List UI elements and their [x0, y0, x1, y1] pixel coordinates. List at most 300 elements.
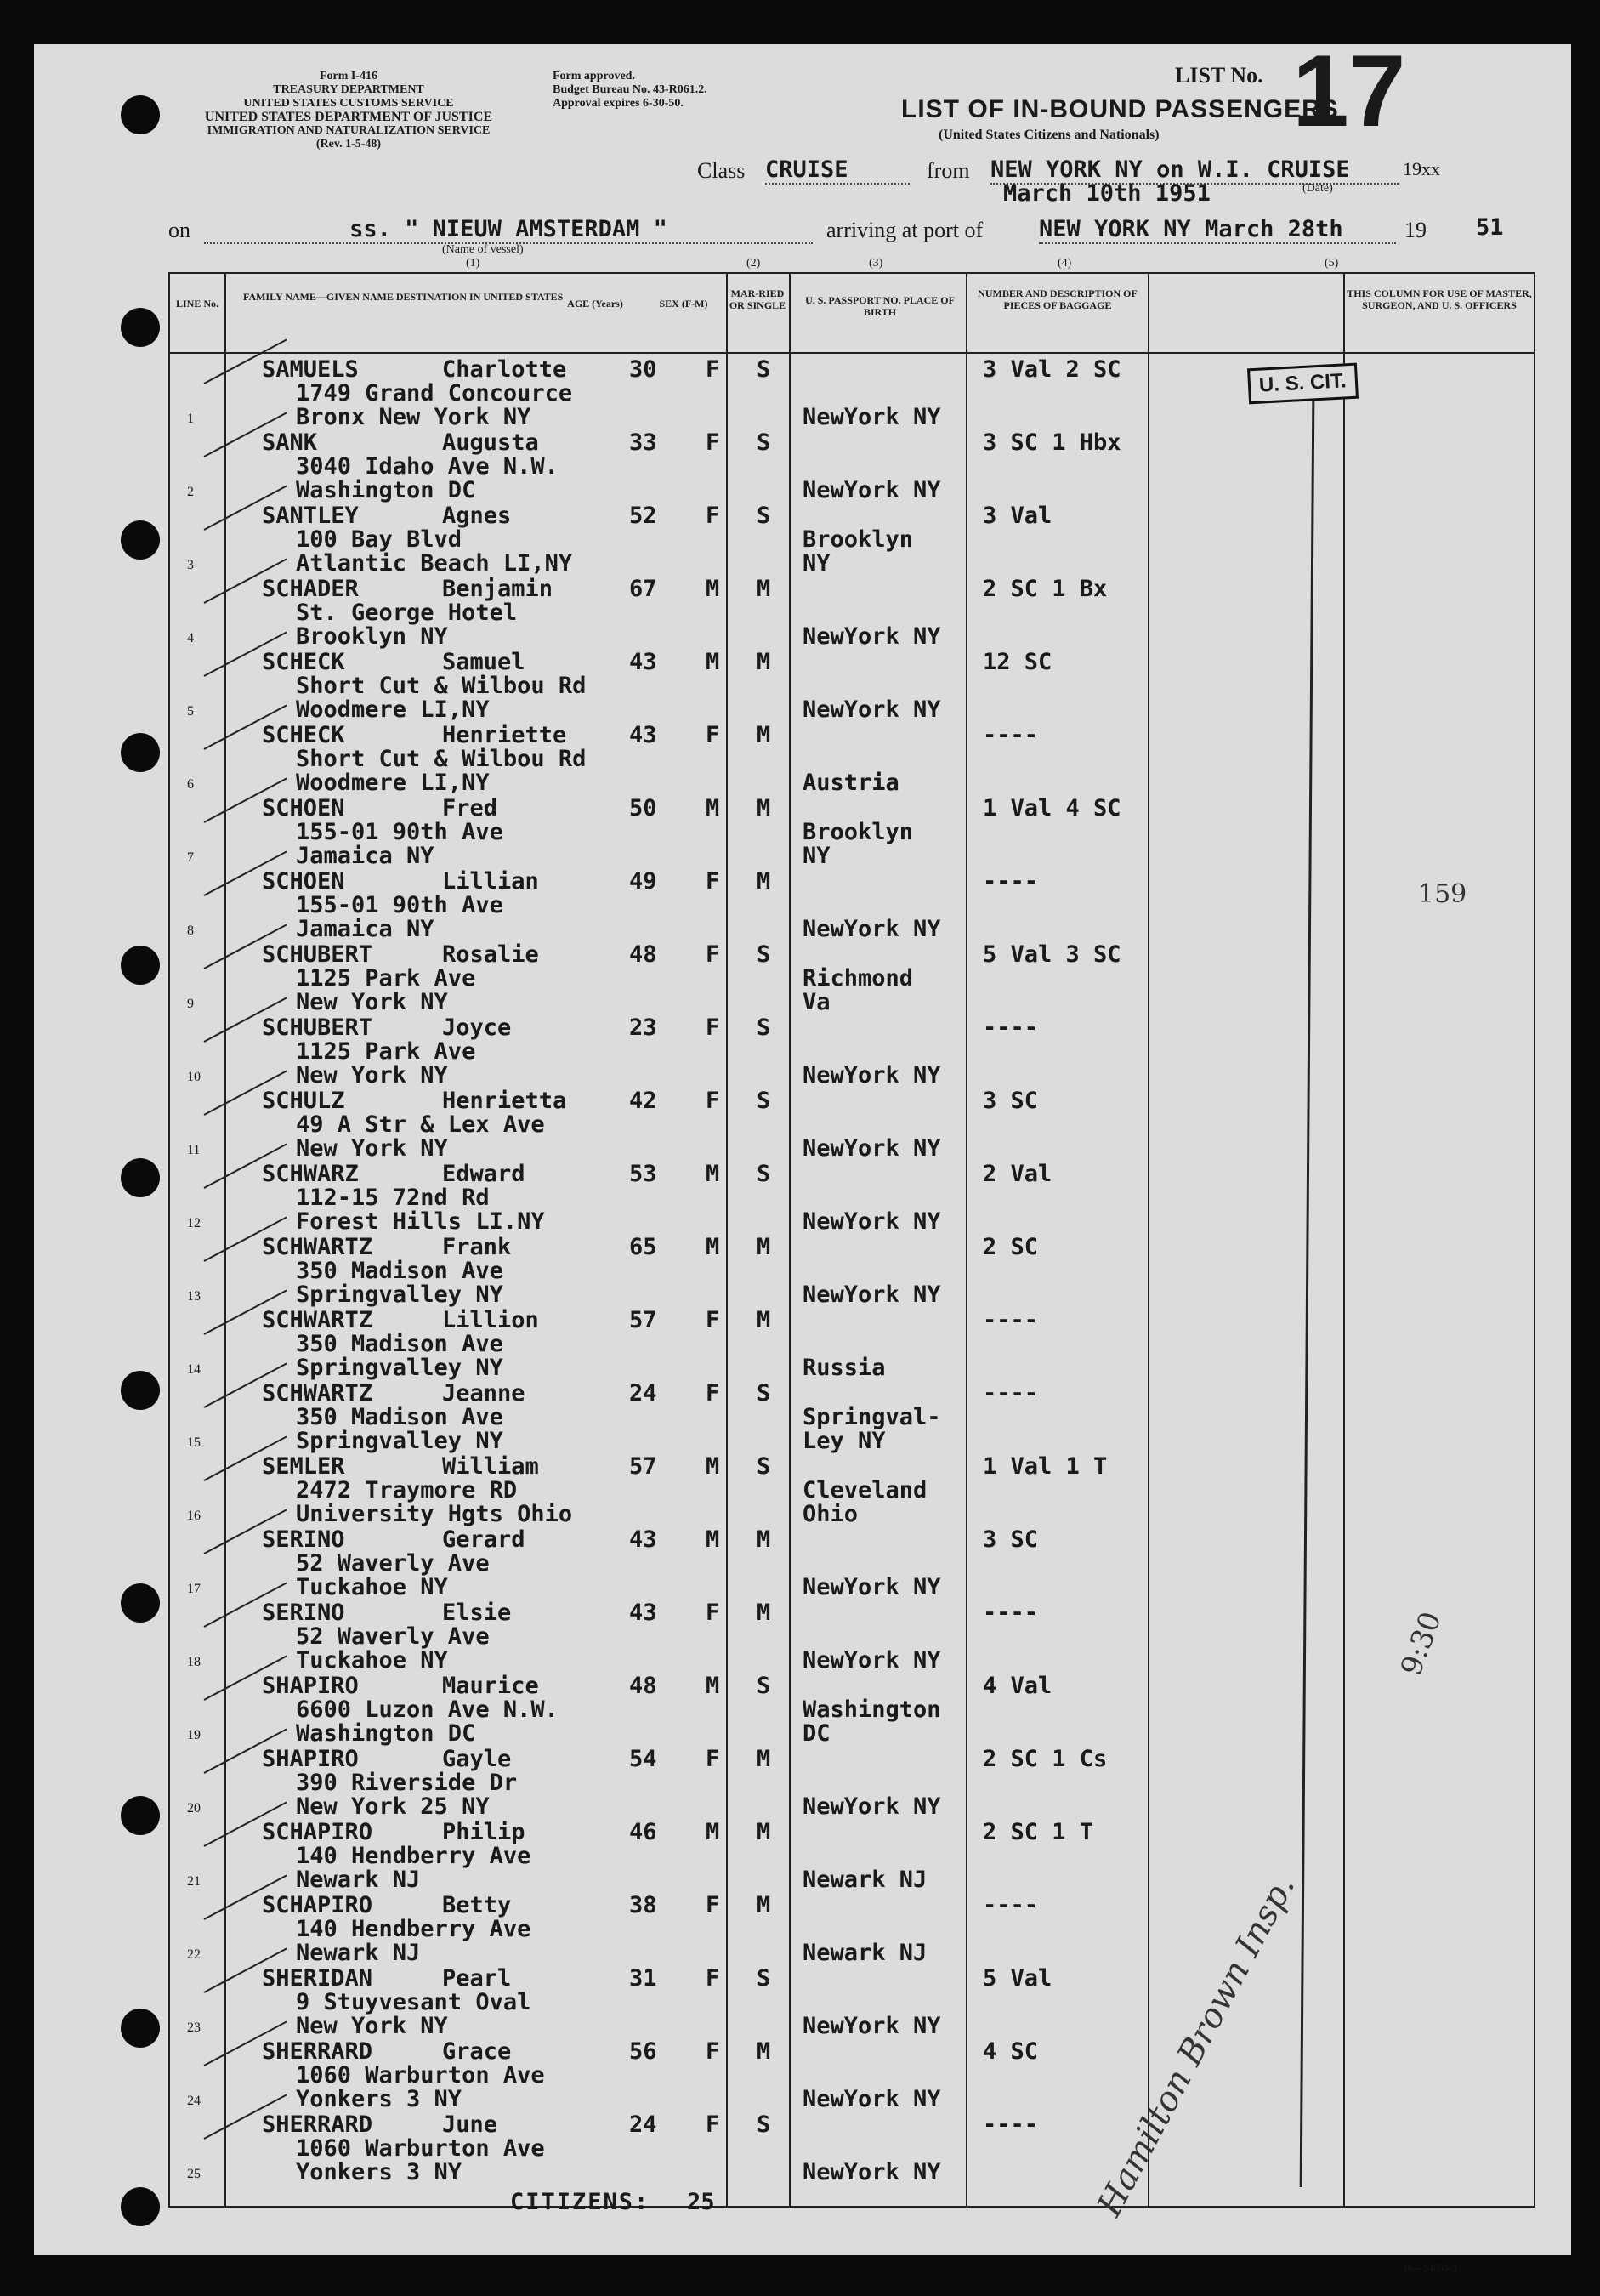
marital-status: M — [757, 1307, 771, 1333]
approval-line-3: Approval expires 6-30-50. — [553, 97, 684, 110]
punch-hole — [121, 308, 160, 347]
baggage: 2 Val — [983, 1161, 1052, 1187]
punch-hole — [121, 2009, 160, 2048]
marital-status: S — [757, 941, 771, 968]
treasury-department: TREASURY DEPARTMENT — [273, 83, 424, 96]
family-name: SHERRARD — [262, 2038, 373, 2065]
family-name: SHAPIRO — [262, 1673, 359, 1699]
table-row — [170, 1965, 1534, 2041]
birthplace-line-2: NewYork NY — [803, 1062, 941, 1088]
line-number: 19 — [187, 1728, 201, 1742]
sex: M — [706, 1673, 720, 1699]
address-line-1: 1060 Warburton Ave — [296, 2135, 545, 2162]
table-row — [170, 1014, 1534, 1090]
table-row — [170, 2038, 1534, 2114]
family-name: SANTLEY — [262, 503, 359, 529]
line-number: 5 — [187, 704, 194, 719]
age: 54 — [629, 1746, 657, 1772]
sex: M — [706, 649, 720, 675]
marital-status: M — [757, 1234, 771, 1260]
address-line-2: Woodmere LI,NY — [296, 770, 490, 796]
birthplace-line-2: Ley NY — [803, 1428, 886, 1454]
sex: F — [706, 1892, 720, 1918]
marital-status: S — [757, 1161, 771, 1187]
given-name: Rosalie — [442, 941, 539, 968]
address-line-1: 1060 Warburton Ave — [296, 2062, 545, 2089]
family-name: SCHOEN — [262, 868, 345, 895]
vessel-name: ss. " NIEUW AMSTERDAM " — [204, 216, 813, 244]
given-name: Agnes — [442, 503, 512, 529]
marital-status: M — [757, 868, 771, 895]
marital-status: M — [757, 795, 771, 821]
family-name: SCHUBERT — [262, 1014, 373, 1041]
baggage: 12 SC — [983, 649, 1052, 675]
baggage: ---- — [983, 2111, 1039, 2138]
age: 42 — [629, 1088, 657, 1114]
birthplace-line-1: Cleveland — [803, 1477, 928, 1503]
age: 43 — [629, 1526, 657, 1553]
table-row — [170, 1307, 1534, 1383]
line-number: 18 — [187, 1655, 201, 1669]
family-name: SCHWARTZ — [262, 1234, 373, 1260]
family-name: SCHWARTZ — [262, 1307, 373, 1333]
column-number-3: (3) — [869, 257, 883, 270]
from-year-suffix: 19xx — [1403, 158, 1440, 179]
line-number: 24 — [187, 2094, 201, 2108]
marital-status: M — [757, 1746, 771, 1772]
punch-hole — [121, 95, 160, 134]
age: 56 — [629, 2038, 657, 2065]
birthplace-line-2: Ohio — [803, 1501, 859, 1527]
age: 48 — [629, 941, 657, 968]
table-row — [170, 868, 1534, 944]
from-label: from — [927, 158, 970, 183]
table-row — [170, 1453, 1534, 1529]
year-prefix: 19 — [1404, 218, 1427, 242]
line-number: 10 — [187, 1070, 201, 1084]
punch-hole — [121, 1796, 160, 1835]
age: 43 — [629, 649, 657, 675]
birthplace-line-2: NewYork NY — [803, 1282, 941, 1308]
baggage: 2 SC 1 Bx — [983, 576, 1108, 602]
marital-status: M — [757, 1526, 771, 1553]
table-row — [170, 2111, 1534, 2187]
baggage: 2 SC — [983, 1234, 1039, 1260]
sex: F — [706, 356, 720, 383]
family-name: SEMLER — [262, 1453, 345, 1480]
address-line-1: 140 Hendberry Ave — [296, 1843, 531, 1869]
table-row — [170, 1892, 1534, 1968]
column-header-sex: SEX (F-M) — [659, 298, 708, 310]
sex: F — [706, 1307, 720, 1333]
age: 50 — [629, 795, 657, 821]
address-line-1: 3040 Idaho Ave N.W. — [296, 453, 559, 480]
marital-status: M — [757, 1600, 771, 1626]
marital-status: M — [757, 1892, 771, 1918]
given-name: Henriette — [442, 722, 567, 748]
given-name: Gayle — [442, 1746, 512, 1772]
baggage: 1 Val 4 SC — [983, 795, 1121, 821]
punch-hole — [121, 1158, 160, 1197]
column-number-1: (1) — [466, 257, 480, 270]
address-line-2: New York NY — [296, 1135, 448, 1162]
column-header-age: AGE (Years) — [567, 298, 623, 310]
line-number: 20 — [187, 1801, 201, 1816]
given-name: Augusta — [442, 429, 539, 456]
punch-hole — [121, 2187, 160, 2226]
age: 48 — [629, 1673, 657, 1699]
baggage: ---- — [983, 1892, 1039, 1918]
agency-block — [162, 70, 536, 151]
age: 53 — [629, 1161, 657, 1187]
birthplace-line-2: Newark NJ — [803, 1940, 928, 1966]
family-name: SANK — [262, 429, 318, 456]
column-header-baggage: NUMBER AND DESCRIPTION OF PIECES OF BAGGAGE — [978, 287, 1138, 311]
given-name: Elsie — [442, 1600, 512, 1626]
given-name: Jeanne — [442, 1380, 525, 1407]
marital-status: S — [757, 429, 771, 456]
address-line-1: Short Cut & Wilbou Rd — [296, 746, 587, 772]
marital-status: S — [757, 1088, 771, 1114]
family-name: SCHWARZ — [262, 1161, 359, 1187]
birthplace-line-1: Brooklyn — [803, 526, 914, 553]
given-name: Charlotte — [442, 356, 567, 383]
address-line-2: New York 25 NY — [296, 1793, 490, 1820]
address-line-2: Tuckahoe NY — [296, 1574, 448, 1600]
address-line-2: Woodmere LI,NY — [296, 696, 490, 723]
given-name: Grace — [442, 2038, 512, 2065]
marital-status: M — [757, 722, 771, 748]
address-line-2: Springvalley NY — [296, 1355, 503, 1381]
age: 43 — [629, 1600, 657, 1626]
age: 65 — [629, 1234, 657, 1260]
age: 24 — [629, 2111, 657, 2138]
baggage: 2 SC 1 Cs — [983, 1746, 1108, 1772]
birthplace-line-2: NY — [803, 550, 831, 577]
sex: F — [706, 2038, 720, 2065]
age: 23 — [629, 1014, 657, 1041]
age: 43 — [629, 722, 657, 748]
address-line-2: New York NY — [296, 989, 448, 1015]
given-name: Benjamin — [442, 576, 553, 602]
baggage: ---- — [983, 1600, 1039, 1626]
given-name: Pearl — [442, 1965, 512, 1992]
family-name: SCHADER — [262, 576, 359, 602]
baggage: ---- — [983, 1014, 1039, 1041]
table-row — [170, 941, 1534, 1017]
given-name: Fred — [442, 795, 498, 821]
sex: M — [706, 795, 720, 821]
table-row — [170, 1675, 1534, 1748]
inspection-time: 9:30 — [1394, 1607, 1449, 1680]
address-line-2: Jamaica NY — [296, 843, 434, 869]
sex: F — [706, 868, 720, 895]
table-row — [170, 651, 1534, 725]
marital-status: S — [757, 1014, 771, 1041]
family-name: SHERIDAN — [262, 1965, 373, 1992]
family-name: SCHECK — [262, 722, 345, 748]
line-number: 15 — [187, 1435, 201, 1450]
age: 24 — [629, 1380, 657, 1407]
family-name: SHERRARD — [262, 2111, 373, 2138]
document-title: LIST OF IN-BOUND PASSENGERS — [901, 95, 1339, 123]
address-line-2: University Hgts Ohio — [296, 1501, 573, 1527]
from-value: NEW YORK NY on W.I. CRUISE — [990, 156, 1399, 185]
form-number: Form I-416 — [319, 70, 378, 82]
baggage: 3 Val 2 SC — [983, 356, 1121, 383]
family-name: SCHUBERT — [262, 941, 373, 968]
address-line-1: 390 Riverside Dr — [296, 1770, 518, 1796]
table-row — [170, 1821, 1534, 1895]
departure-date: March 10th 1951 — [1003, 180, 1211, 207]
address-line-1: 350 Madison Ave — [296, 1331, 503, 1357]
family-name: SAMUELS — [262, 356, 359, 383]
birthplace-line-2: Newark NJ — [803, 1867, 928, 1893]
line-number: 17 — [187, 1582, 201, 1596]
line-number: 23 — [187, 2020, 201, 2035]
sex: M — [706, 1526, 720, 1553]
address-line-1: 2472 Traymore RD — [296, 1477, 518, 1503]
date-caption: (Date) — [1302, 182, 1333, 195]
revision: (Rev. 1-5-48) — [315, 138, 382, 151]
arrival-port-date: NEW YORK NY March 28th — [1039, 216, 1396, 244]
citizens-total-label: CITIZENS: — [510, 2189, 650, 2215]
sex: M — [706, 576, 720, 602]
baggage: 3 SC 1 Hbx — [983, 429, 1121, 456]
sex: M — [706, 1234, 720, 1260]
address-line-1: St. George Hotel — [296, 600, 518, 626]
family-name: SCHECK — [262, 649, 345, 675]
birthplace-line-2: DC — [803, 1720, 831, 1747]
birthplace-line-1: Springval- — [803, 1404, 941, 1430]
line-number: 8 — [187, 924, 194, 938]
table-row — [170, 578, 1534, 651]
given-name: Gerard — [442, 1526, 525, 1553]
baggage: 3 SC — [983, 1526, 1039, 1553]
table-row — [170, 722, 1534, 798]
birthplace-line-2: NewYork NY — [803, 1135, 941, 1162]
sex: F — [706, 1746, 720, 1772]
sex: F — [706, 1088, 720, 1114]
line-number: 13 — [187, 1289, 201, 1304]
address-line-2: Bronx New York NY — [296, 404, 531, 430]
baggage: ---- — [983, 868, 1039, 895]
age: 30 — [629, 356, 657, 383]
address-line-2: Brooklyn NY — [296, 623, 448, 650]
immigration-service: IMMIGRATION AND NATURALIZATION SERVICE — [207, 124, 491, 137]
arrival-year: 51 — [1476, 214, 1504, 241]
birthplace-line-2: NewYork NY — [803, 1793, 941, 1820]
address-line-2: Yonkers 3 NY — [296, 2159, 462, 2185]
address-line-1: 52 Waverly Ave — [296, 1623, 490, 1650]
birthplace-line-2: NewYork NY — [803, 916, 941, 942]
birthplace-line-2: NewYork NY — [803, 1647, 941, 1674]
line-number: 11 — [187, 1143, 201, 1157]
line-number: 9 — [187, 997, 194, 1011]
address-line-1: 1125 Park Ave — [296, 1038, 476, 1065]
marital-status: S — [757, 1965, 771, 1992]
us-citizen-stamp: U. S. CIT. — [1247, 363, 1359, 405]
address-line-2: Newark NJ — [296, 1940, 421, 1966]
citizens-total-count: 25 — [687, 2189, 715, 2215]
address-line-2: Springvalley NY — [296, 1282, 503, 1308]
punch-hole — [121, 520, 160, 560]
sex: F — [706, 722, 720, 748]
table-row — [170, 1602, 1534, 1675]
punch-hole — [121, 1371, 160, 1410]
baggage: ---- — [983, 722, 1039, 748]
arriving-label: arriving at port of — [826, 218, 984, 242]
sex: M — [706, 1453, 720, 1480]
sex: F — [706, 941, 720, 968]
sex: M — [706, 1819, 720, 1845]
column-number-5: (5) — [1325, 257, 1339, 270]
address-line-2: Forest Hills LI.NY — [296, 1208, 545, 1235]
class-label: Class — [697, 158, 746, 183]
line-number: 14 — [187, 1362, 201, 1377]
address-line-1: 350 Madison Ave — [296, 1404, 503, 1430]
family-name: SERINO — [262, 1526, 345, 1553]
marital-status: M — [757, 649, 771, 675]
address-line-1: 49 A Str & Lex Ave — [296, 1111, 545, 1138]
on-label: on — [168, 218, 190, 242]
table-row — [170, 1090, 1534, 1163]
marital-status: M — [757, 576, 771, 602]
pencil-number: 159 — [1418, 879, 1467, 909]
line-number: 12 — [187, 1216, 201, 1230]
baggage: 5 Val — [983, 1965, 1052, 1992]
table-row — [170, 505, 1534, 578]
birthplace-line-2: NewYork NY — [803, 696, 941, 723]
table-row — [170, 1380, 1534, 1456]
column-number-4: (4) — [1058, 257, 1072, 270]
marital-status: M — [757, 1819, 771, 1845]
vessel-caption: (Name of vessel) — [442, 243, 524, 256]
family-name: SHAPIRO — [262, 1746, 359, 1772]
class-value: CRUISE — [765, 156, 910, 185]
sex: M — [706, 1161, 720, 1187]
baggage: 3 Val — [983, 503, 1052, 529]
address-line-2: Springvalley NY — [296, 1428, 503, 1454]
approval-line-1: Form approved. — [553, 70, 635, 82]
sex: F — [706, 1965, 720, 1992]
table-row — [170, 1236, 1534, 1310]
line-number: 1 — [187, 412, 194, 426]
column-header-name: FAMILY NAME—GIVEN NAME DESTINATION IN UNITED STATES — [243, 291, 564, 303]
line-number: 7 — [187, 850, 194, 865]
address-line-1: 140 Hendberry Ave — [296, 1916, 531, 1942]
birthplace-line-2: Russia — [803, 1355, 886, 1381]
given-name: Henrietta — [442, 1088, 567, 1114]
birthplace-line-2: NewYork NY — [803, 1574, 941, 1600]
age: 33 — [629, 429, 657, 456]
family-name: SCHAPIRO — [262, 1819, 373, 1845]
table-row — [170, 1163, 1534, 1236]
sex: F — [706, 429, 720, 456]
birthplace-line-2: Va — [803, 989, 831, 1015]
inspector-signature: Hamilton Brown Insp. — [1090, 1868, 1303, 2223]
address-line-1: 6600 Luzon Ave N.W. — [296, 1696, 559, 1723]
marital-status: S — [757, 1380, 771, 1407]
line-number: 6 — [187, 777, 194, 792]
given-name: William — [442, 1453, 539, 1480]
address-line-2: Washington DC — [296, 477, 476, 503]
line-number: 22 — [187, 1947, 201, 1962]
approval-line-2: Budget Bureau No. 43-R061.2. — [553, 83, 707, 96]
table-row — [170, 429, 1534, 505]
punch-hole — [121, 946, 160, 985]
age: 57 — [629, 1307, 657, 1333]
baggage: ---- — [983, 1307, 1039, 1333]
address-line-1: 52 Waverly Ave — [296, 1550, 490, 1577]
table-row — [170, 1526, 1534, 1602]
approval-block — [553, 70, 707, 111]
birthplace-line-1: Brooklyn — [803, 819, 914, 845]
birthplace-line-2: Austria — [803, 770, 899, 796]
address-line-2: Atlantic Beach LI,NY — [296, 550, 573, 577]
line-number: 3 — [187, 558, 194, 572]
marital-status: S — [757, 503, 771, 529]
address-line-1: 350 Madison Ave — [296, 1258, 503, 1284]
birthplace-line-2: NewYork NY — [803, 2086, 941, 2112]
line-number: 21 — [187, 1874, 201, 1889]
address-line-2: New York NY — [296, 2013, 448, 2039]
family-name: SERINO — [262, 1600, 345, 1626]
age: 38 — [629, 1892, 657, 1918]
given-name: Philip — [442, 1819, 525, 1845]
given-name: Maurice — [442, 1673, 539, 1699]
address-line-1: Short Cut & Wilbou Rd — [296, 673, 587, 699]
age: 57 — [629, 1453, 657, 1480]
given-name: Betty — [442, 1892, 512, 1918]
age: 31 — [629, 1965, 657, 1992]
family-name: SCHAPIRO — [262, 1892, 373, 1918]
address-line-1: 1749 Grand Concource — [296, 380, 573, 406]
punch-hole — [121, 733, 160, 772]
address-line-2: Tuckahoe NY — [296, 1647, 448, 1674]
list-number-label: LIST No. — [1175, 63, 1263, 88]
marital-status: M — [757, 2038, 771, 2065]
birthplace-line-2: NY — [803, 843, 831, 869]
baggage: 5 Val 3 SC — [983, 941, 1121, 968]
address-line-2: Newark NJ — [296, 1867, 421, 1893]
list-number: 17 — [1292, 34, 1406, 148]
birthplace-line-1: Washington — [803, 1696, 941, 1723]
baggage: 4 SC — [983, 2038, 1039, 2065]
baggage: 1 Val 1 T — [983, 1453, 1108, 1480]
line-number: 4 — [187, 631, 194, 645]
marital-status: S — [757, 1453, 771, 1480]
baggage: ---- — [983, 1380, 1039, 1407]
baggage: 2 SC 1 T — [983, 1819, 1094, 1845]
print-code: 16—54053-3 — [1403, 2262, 1457, 2274]
family-name: SCHWARTZ — [262, 1380, 373, 1407]
column-header-line: LINE No. — [175, 298, 218, 310]
line-number: 16 — [187, 1509, 201, 1523]
family-name: SCHULZ — [262, 1088, 345, 1114]
sex: F — [706, 503, 720, 529]
address-line-1: 112-15 72nd Rd — [296, 1185, 490, 1211]
given-name: Lillion — [442, 1307, 539, 1333]
birthplace-line-2: NewYork NY — [803, 404, 941, 430]
given-name: Edward — [442, 1161, 525, 1187]
department-of-justice: UNITED STATES DEPARTMENT OF JUSTICE — [204, 110, 493, 124]
family-name: SCHOEN — [262, 795, 345, 821]
baggage: 4 Val — [983, 1673, 1052, 1699]
column-header-officers: THIS COLUMN FOR USE OF MASTER, SURGEON, AND U. S. OFFICERS — [1347, 287, 1532, 311]
given-name: Lillian — [442, 868, 539, 895]
address-line-1: 100 Bay Blvd — [296, 526, 462, 553]
